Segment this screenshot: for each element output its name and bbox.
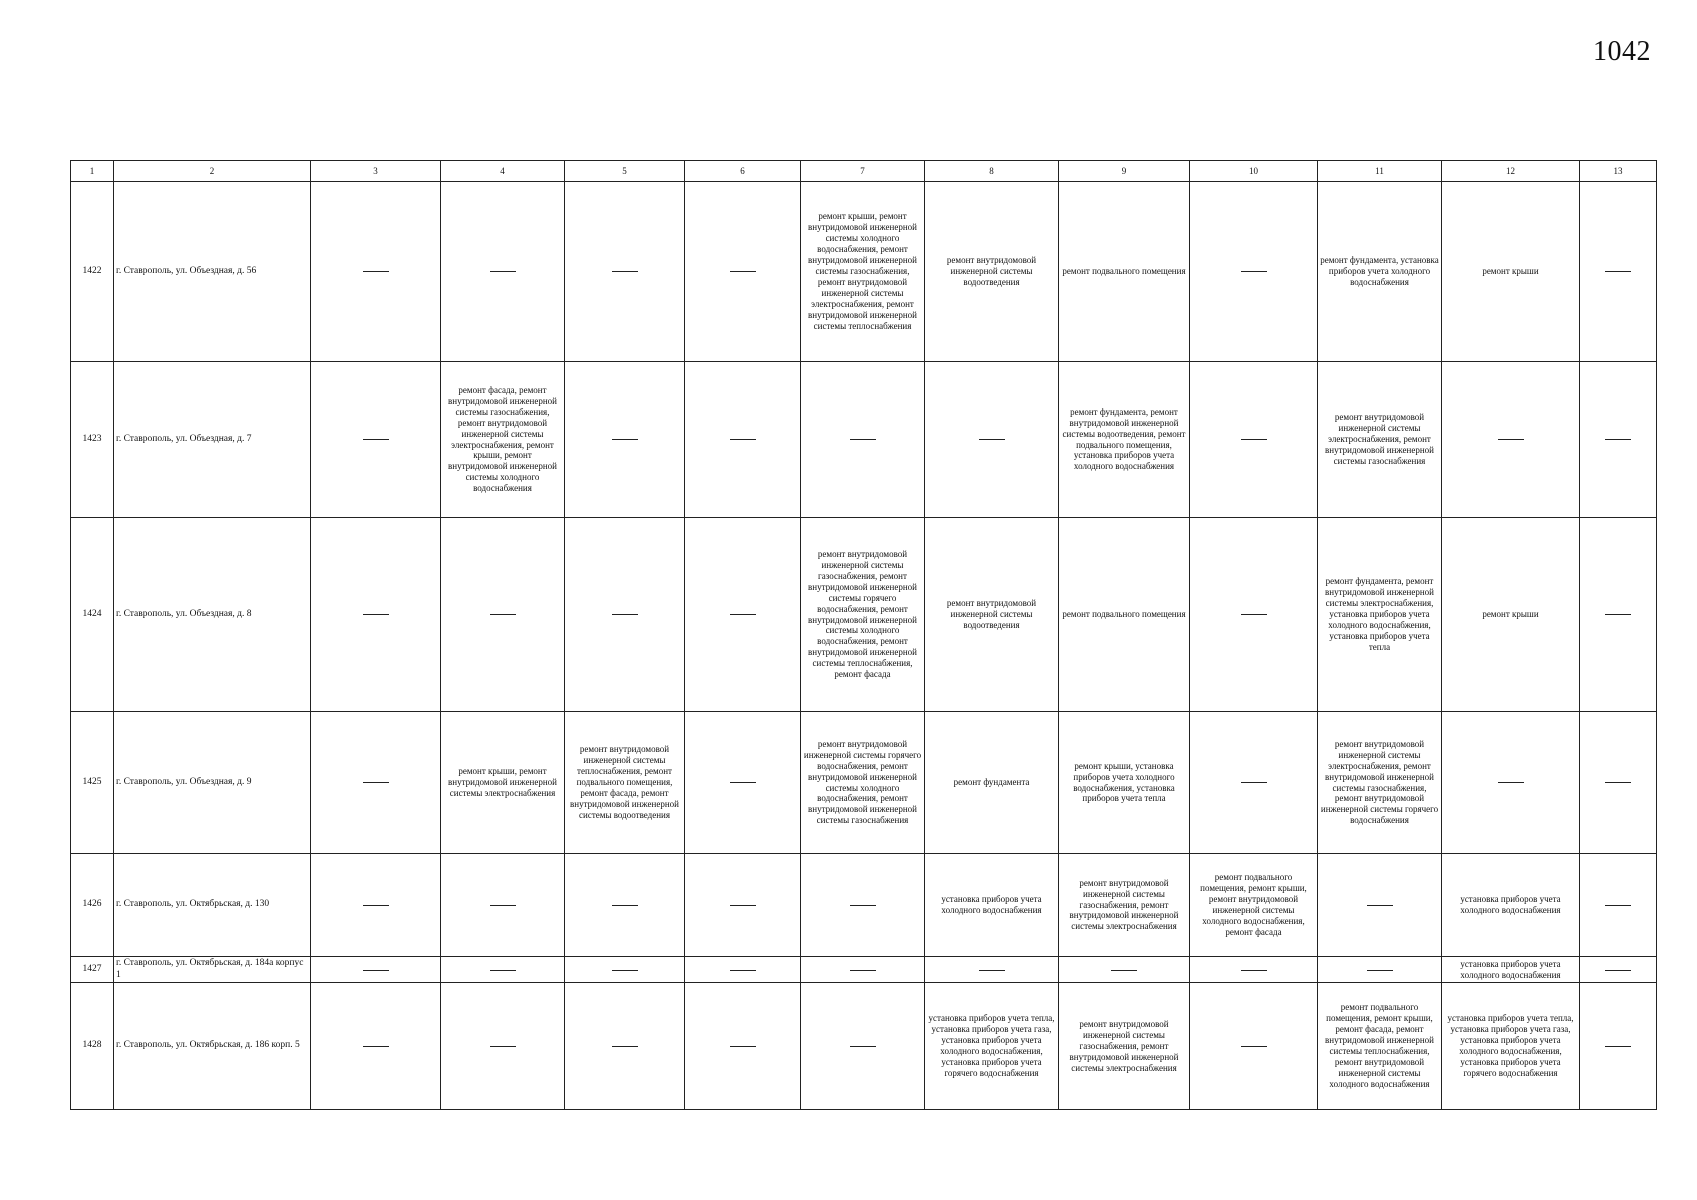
work-cell-11 bbox=[1318, 854, 1442, 957]
work-cell-5 bbox=[565, 957, 685, 983]
column-header: 9 bbox=[1059, 161, 1190, 182]
work-cell-5 bbox=[565, 182, 685, 362]
work-cell-8 bbox=[925, 957, 1059, 983]
empty-dash bbox=[1605, 782, 1631, 783]
cell-text: установка приборов учета тепла, установка приборов учета газа, установка приборов учета холодного водоснабжения, установка приборов учета горячего водоснабжения bbox=[928, 1013, 1055, 1079]
header-row bbox=[71, 161, 1657, 182]
work-cell-3 bbox=[311, 957, 441, 983]
cell-text: 1424 bbox=[82, 608, 102, 619]
row-number bbox=[71, 854, 114, 957]
work-cell-11 bbox=[1318, 957, 1442, 983]
work-cell-9 bbox=[1059, 182, 1190, 362]
work-cell-8 bbox=[925, 712, 1059, 854]
cell-text: г. Ставрополь, ул. Объездная, д. 56 bbox=[116, 265, 257, 276]
work-cell-4 bbox=[441, 712, 565, 854]
column-header: 10 bbox=[1190, 161, 1318, 182]
work-cell-11 bbox=[1318, 182, 1442, 362]
cell-text: г. Ставрополь, ул. Объездная, д. 9 bbox=[116, 776, 252, 787]
empty-dash bbox=[730, 782, 756, 783]
row-number bbox=[71, 712, 114, 854]
table-row bbox=[71, 983, 1657, 1110]
empty-dash bbox=[612, 439, 638, 440]
cell-text: ремонт внутридомовой инженерной системы электроснабжения, ремонт внутридомовой инженерной системы газоснабжения, ремонт внутридомовой инженерной системы горячего водоснабжения bbox=[1320, 738, 1439, 826]
work-cell-13 bbox=[1580, 854, 1657, 957]
work-cell-10 bbox=[1190, 983, 1318, 1110]
empty-dash bbox=[730, 271, 756, 272]
cell-text: ремонт внутридомовой инженерной системы газоснабжения, ремонт внутридомовой инженерной системы электроснабжения bbox=[1069, 1018, 1179, 1073]
work-cell-13 bbox=[1580, 983, 1657, 1110]
row-number bbox=[71, 957, 114, 983]
cell-text: 1428 bbox=[82, 1040, 102, 1051]
cell-text: ремонт фундамента, установка приборов учета холодного водоснабжения bbox=[1320, 255, 1439, 287]
work-cell-12 bbox=[1442, 518, 1580, 712]
work-cell-13 bbox=[1580, 712, 1657, 854]
empty-dash bbox=[612, 1046, 638, 1047]
work-cell-9 bbox=[1059, 362, 1190, 518]
empty-dash bbox=[490, 271, 516, 272]
column-header: 13 bbox=[1580, 161, 1657, 182]
cell-text: ремонт фасада, ремонт внутридомовой инженерной системы газоснабжения, ремонт внутридомовой инженерной системы электроснабжения, ремонт крыши, ремонт внутридомовой инженерной системы холодного водоснабжения bbox=[448, 384, 557, 494]
cell-text: г. Ставрополь, ул. Объездная, д. 8 bbox=[116, 608, 252, 619]
work-cell-12 bbox=[1442, 957, 1580, 983]
page-number: 1042 bbox=[1593, 36, 1651, 67]
empty-dash bbox=[1605, 439, 1631, 440]
work-cell-7 bbox=[801, 518, 925, 712]
work-cell-5 bbox=[565, 518, 685, 712]
work-cell-3 bbox=[311, 854, 441, 957]
empty-dash bbox=[1241, 271, 1267, 272]
cell-text: ремонт крыши, ремонт внутридомовой инженерной системы электроснабжения bbox=[448, 766, 557, 798]
work-cell-5 bbox=[565, 854, 685, 957]
work-cell-10 bbox=[1190, 854, 1318, 957]
column-header: 1 bbox=[71, 161, 114, 182]
empty-dash bbox=[612, 614, 638, 615]
cell-text: ремонт фундамента, ремонт внутридомовой инженерной системы электроснабжения, установка приборов учета холодного водоснабжения, установка приборов учета тепла bbox=[1325, 576, 1434, 652]
work-cell-3 bbox=[311, 518, 441, 712]
work-cell-6 bbox=[685, 957, 801, 983]
work-cell-3 bbox=[311, 983, 441, 1110]
empty-dash bbox=[363, 439, 389, 440]
address-cell bbox=[114, 712, 311, 854]
empty-dash bbox=[363, 782, 389, 783]
empty-dash bbox=[1111, 970, 1137, 971]
work-cell-4 bbox=[441, 957, 565, 983]
work-cell-11 bbox=[1318, 983, 1442, 1110]
work-cell-6 bbox=[685, 854, 801, 957]
work-cell-5 bbox=[565, 712, 685, 854]
cell-text: ремонт внутридомовой инженерной системы газоснабжения, ремонт внутридомовой инженерной системы электроснабжения bbox=[1069, 877, 1179, 932]
empty-dash bbox=[1605, 1046, 1631, 1047]
cell-text: ремонт крыши bbox=[1482, 266, 1539, 277]
work-cell-8 bbox=[925, 854, 1059, 957]
empty-dash bbox=[490, 1046, 516, 1047]
empty-dash bbox=[979, 439, 1005, 440]
empty-dash bbox=[1498, 782, 1524, 783]
empty-dash bbox=[1605, 905, 1631, 906]
work-cell-13 bbox=[1580, 362, 1657, 518]
column-header: 4 bbox=[441, 161, 565, 182]
column-header: 7 bbox=[801, 161, 925, 182]
column-header: 3 bbox=[311, 161, 441, 182]
work-cell-4 bbox=[441, 518, 565, 712]
cell-text: ремонт внутридомовой инженерной системы водоотведения bbox=[946, 255, 1037, 287]
column-header: 12 bbox=[1442, 161, 1580, 182]
cell-text: ремонт подвального помещения, ремонт крыши, ремонт внутридомовой инженерной системы холодного водоснабжения, ремонт фасада bbox=[1200, 872, 1307, 937]
empty-dash bbox=[730, 970, 756, 971]
row-number bbox=[71, 182, 114, 362]
work-cell-9 bbox=[1059, 712, 1190, 854]
cell-text: ремонт подвального помещения bbox=[1062, 609, 1186, 620]
cell-text: ремонт крыши, ремонт внутридомовой инженерной системы холодного водоснабжения, ремонт внутридомовой инженерной системы газоснабжения, ремонт внутридомовой инженерной системы электроснабжения, ремонт внутридомовой инженерной системы теплоснабжения bbox=[808, 211, 917, 331]
cell-text: установка приборов учета холодного водоснабжения bbox=[1460, 958, 1561, 980]
empty-dash bbox=[363, 614, 389, 615]
row-number bbox=[71, 518, 114, 712]
work-cell-6 bbox=[685, 518, 801, 712]
table-row bbox=[71, 854, 1657, 957]
cell-text: установка приборов учета тепла, установка приборов учета газа, установка приборов учета холодного водоснабжения, установка приборов учета горячего водоснабжения bbox=[1447, 1013, 1574, 1079]
work-cell-13 bbox=[1580, 518, 1657, 712]
work-cell-6 bbox=[685, 983, 801, 1110]
empty-dash bbox=[979, 970, 1005, 971]
cell-text: ремонт внутридомовой инженерной системы водоотведения bbox=[946, 598, 1037, 630]
work-cell-10 bbox=[1190, 518, 1318, 712]
cell-text: 1426 bbox=[82, 899, 102, 910]
work-cell-3 bbox=[311, 182, 441, 362]
empty-dash bbox=[730, 1046, 756, 1047]
work-cell-6 bbox=[685, 712, 801, 854]
cell-text: г. Ставрополь, ул. Октябрьская, д. 130 bbox=[116, 899, 270, 910]
address-cell bbox=[114, 182, 311, 362]
empty-dash bbox=[363, 905, 389, 906]
empty-dash bbox=[1605, 970, 1631, 971]
cell-text: ремонт крыши, установка приборов учета холодного водоснабжения, установка приборов учета тепла bbox=[1073, 760, 1175, 804]
row-number bbox=[71, 362, 114, 518]
empty-dash bbox=[490, 905, 516, 906]
work-cell-4 bbox=[441, 983, 565, 1110]
cell-text: ремонт внутридомовой инженерной системы горячего водоснабжения, ремонт внутридомовой инженерной системы холодного водоснабжения, ремонт внутридомовой инженерной системы газоснабжения bbox=[803, 738, 922, 826]
cell-text: 1425 bbox=[82, 776, 102, 787]
empty-dash bbox=[850, 905, 876, 906]
cell-text: ремонт фундамента bbox=[953, 777, 1030, 788]
address-cell bbox=[114, 957, 311, 983]
work-cell-11 bbox=[1318, 362, 1442, 518]
table-row bbox=[71, 182, 1657, 362]
empty-dash bbox=[363, 271, 389, 272]
column-header: 6 bbox=[685, 161, 801, 182]
work-cell-7 bbox=[801, 182, 925, 362]
cell-text: ремонт внутридомовой инженерной системы электроснабжения, ремонт внутридомовой инженерной системы газоснабжения bbox=[1325, 412, 1434, 466]
work-cell-8 bbox=[925, 362, 1059, 518]
table-row bbox=[71, 957, 1657, 983]
empty-dash bbox=[1367, 970, 1393, 971]
empty-dash bbox=[1498, 439, 1524, 440]
empty-dash bbox=[363, 970, 389, 971]
work-cell-11 bbox=[1318, 712, 1442, 854]
work-cell-12 bbox=[1442, 712, 1580, 854]
work-cell-4 bbox=[441, 182, 565, 362]
work-cell-8 bbox=[925, 182, 1059, 362]
cell-text: ремонт внутридомовой инженерной системы газоснабжения, ремонт внутридомовой инженерной системы горячего водоснабжения, ремонт внутридомовой инженерной системы холодного водоснабжения, ремонт внутридомовой инженерной системы теплоснабжения, ремонт фасада bbox=[808, 548, 917, 680]
table-row bbox=[71, 518, 1657, 712]
column-header: 11 bbox=[1318, 161, 1442, 182]
work-cell-13 bbox=[1580, 182, 1657, 362]
work-cell-3 bbox=[311, 362, 441, 518]
work-cell-8 bbox=[925, 983, 1059, 1110]
work-cell-10 bbox=[1190, 957, 1318, 983]
work-cell-12 bbox=[1442, 854, 1580, 957]
cell-text: установка приборов учета холодного водоснабжения bbox=[1460, 894, 1561, 915]
column-header: 2 bbox=[114, 161, 311, 182]
empty-dash bbox=[1241, 1046, 1267, 1047]
empty-dash bbox=[612, 271, 638, 272]
empty-dash bbox=[612, 970, 638, 971]
work-cell-4 bbox=[441, 362, 565, 518]
empty-dash bbox=[1605, 614, 1631, 615]
work-cell-9 bbox=[1059, 518, 1190, 712]
work-cell-3 bbox=[311, 712, 441, 854]
empty-dash bbox=[1241, 614, 1267, 615]
empty-dash bbox=[490, 614, 516, 615]
work-cell-7 bbox=[801, 854, 925, 957]
cell-text: 1427 bbox=[82, 963, 102, 974]
cell-text: ремонт подвального помещения bbox=[1062, 266, 1186, 277]
work-cell-9 bbox=[1059, 957, 1190, 983]
column-header: 8 bbox=[925, 161, 1059, 182]
work-cell-9 bbox=[1059, 983, 1190, 1110]
address-cell bbox=[114, 362, 311, 518]
address-cell bbox=[114, 983, 311, 1110]
empty-dash bbox=[1241, 970, 1267, 971]
empty-dash bbox=[490, 970, 516, 971]
work-cell-8 bbox=[925, 518, 1059, 712]
work-cell-6 bbox=[685, 362, 801, 518]
cell-text: ремонт внутридомовой инженерной системы теплоснабжения, ремонт подвального помещения, ремонт фасада, ремонт внутридомовой инженерной системы водоотведения bbox=[570, 744, 679, 820]
work-cell-9 bbox=[1059, 854, 1190, 957]
work-cell-12 bbox=[1442, 983, 1580, 1110]
cell-text: установка приборов учета холодного водоснабжения bbox=[941, 894, 1042, 915]
empty-dash bbox=[1241, 439, 1267, 440]
cell-text: г. Ставрополь, ул. Октябрьская, д. 186 корп. 5 bbox=[116, 1040, 300, 1051]
cell-text: ремонт подвального помещения, ремонт крыши, ремонт фасада, ремонт внутридомовой инженерной системы теплоснабжения, ремонт внутридомовой инженерной системы холодного водоснабжения bbox=[1325, 1002, 1434, 1090]
work-cell-5 bbox=[565, 362, 685, 518]
empty-dash bbox=[730, 905, 756, 906]
work-cell-10 bbox=[1190, 712, 1318, 854]
cell-text: ремонт фундамента, ремонт внутридомовой инженерной системы водоотведения, ремонт подвального помещения, установка приборов учета холодного водоснабжения bbox=[1062, 406, 1186, 472]
work-cell-7 bbox=[801, 983, 925, 1110]
table-row bbox=[71, 362, 1657, 518]
work-cell-7 bbox=[801, 362, 925, 518]
cell-text: г. Ставрополь, ул. Октябрьская, д. 184а корпус 1 bbox=[116, 958, 304, 980]
empty-dash bbox=[850, 970, 876, 971]
work-cell-10 bbox=[1190, 182, 1318, 362]
repair-schedule-table bbox=[70, 160, 1657, 1110]
work-cell-12 bbox=[1442, 362, 1580, 518]
empty-dash bbox=[1605, 271, 1631, 272]
work-cell-11 bbox=[1318, 518, 1442, 712]
empty-dash bbox=[850, 439, 876, 440]
address-cell bbox=[114, 518, 311, 712]
work-cell-7 bbox=[801, 712, 925, 854]
empty-dash bbox=[363, 1046, 389, 1047]
empty-dash bbox=[730, 439, 756, 440]
column-header: 5 bbox=[565, 161, 685, 182]
cell-text: ремонт крыши bbox=[1482, 609, 1539, 620]
empty-dash bbox=[612, 905, 638, 906]
cell-text: 1423 bbox=[82, 433, 102, 444]
empty-dash bbox=[1241, 782, 1267, 783]
work-cell-10 bbox=[1190, 362, 1318, 518]
cell-text: 1422 bbox=[82, 265, 102, 276]
work-cell-12 bbox=[1442, 182, 1580, 362]
empty-dash bbox=[1367, 905, 1393, 906]
work-cell-4 bbox=[441, 854, 565, 957]
empty-dash bbox=[850, 1046, 876, 1047]
address-cell bbox=[114, 854, 311, 957]
cell-text: г. Ставрополь, ул. Объездная, д. 7 bbox=[116, 433, 252, 444]
table-row bbox=[71, 712, 1657, 854]
work-cell-7 bbox=[801, 957, 925, 983]
empty-dash bbox=[730, 614, 756, 615]
work-cell-5 bbox=[565, 983, 685, 1110]
work-cell-6 bbox=[685, 182, 801, 362]
work-cell-13 bbox=[1580, 957, 1657, 983]
row-number bbox=[71, 983, 114, 1110]
